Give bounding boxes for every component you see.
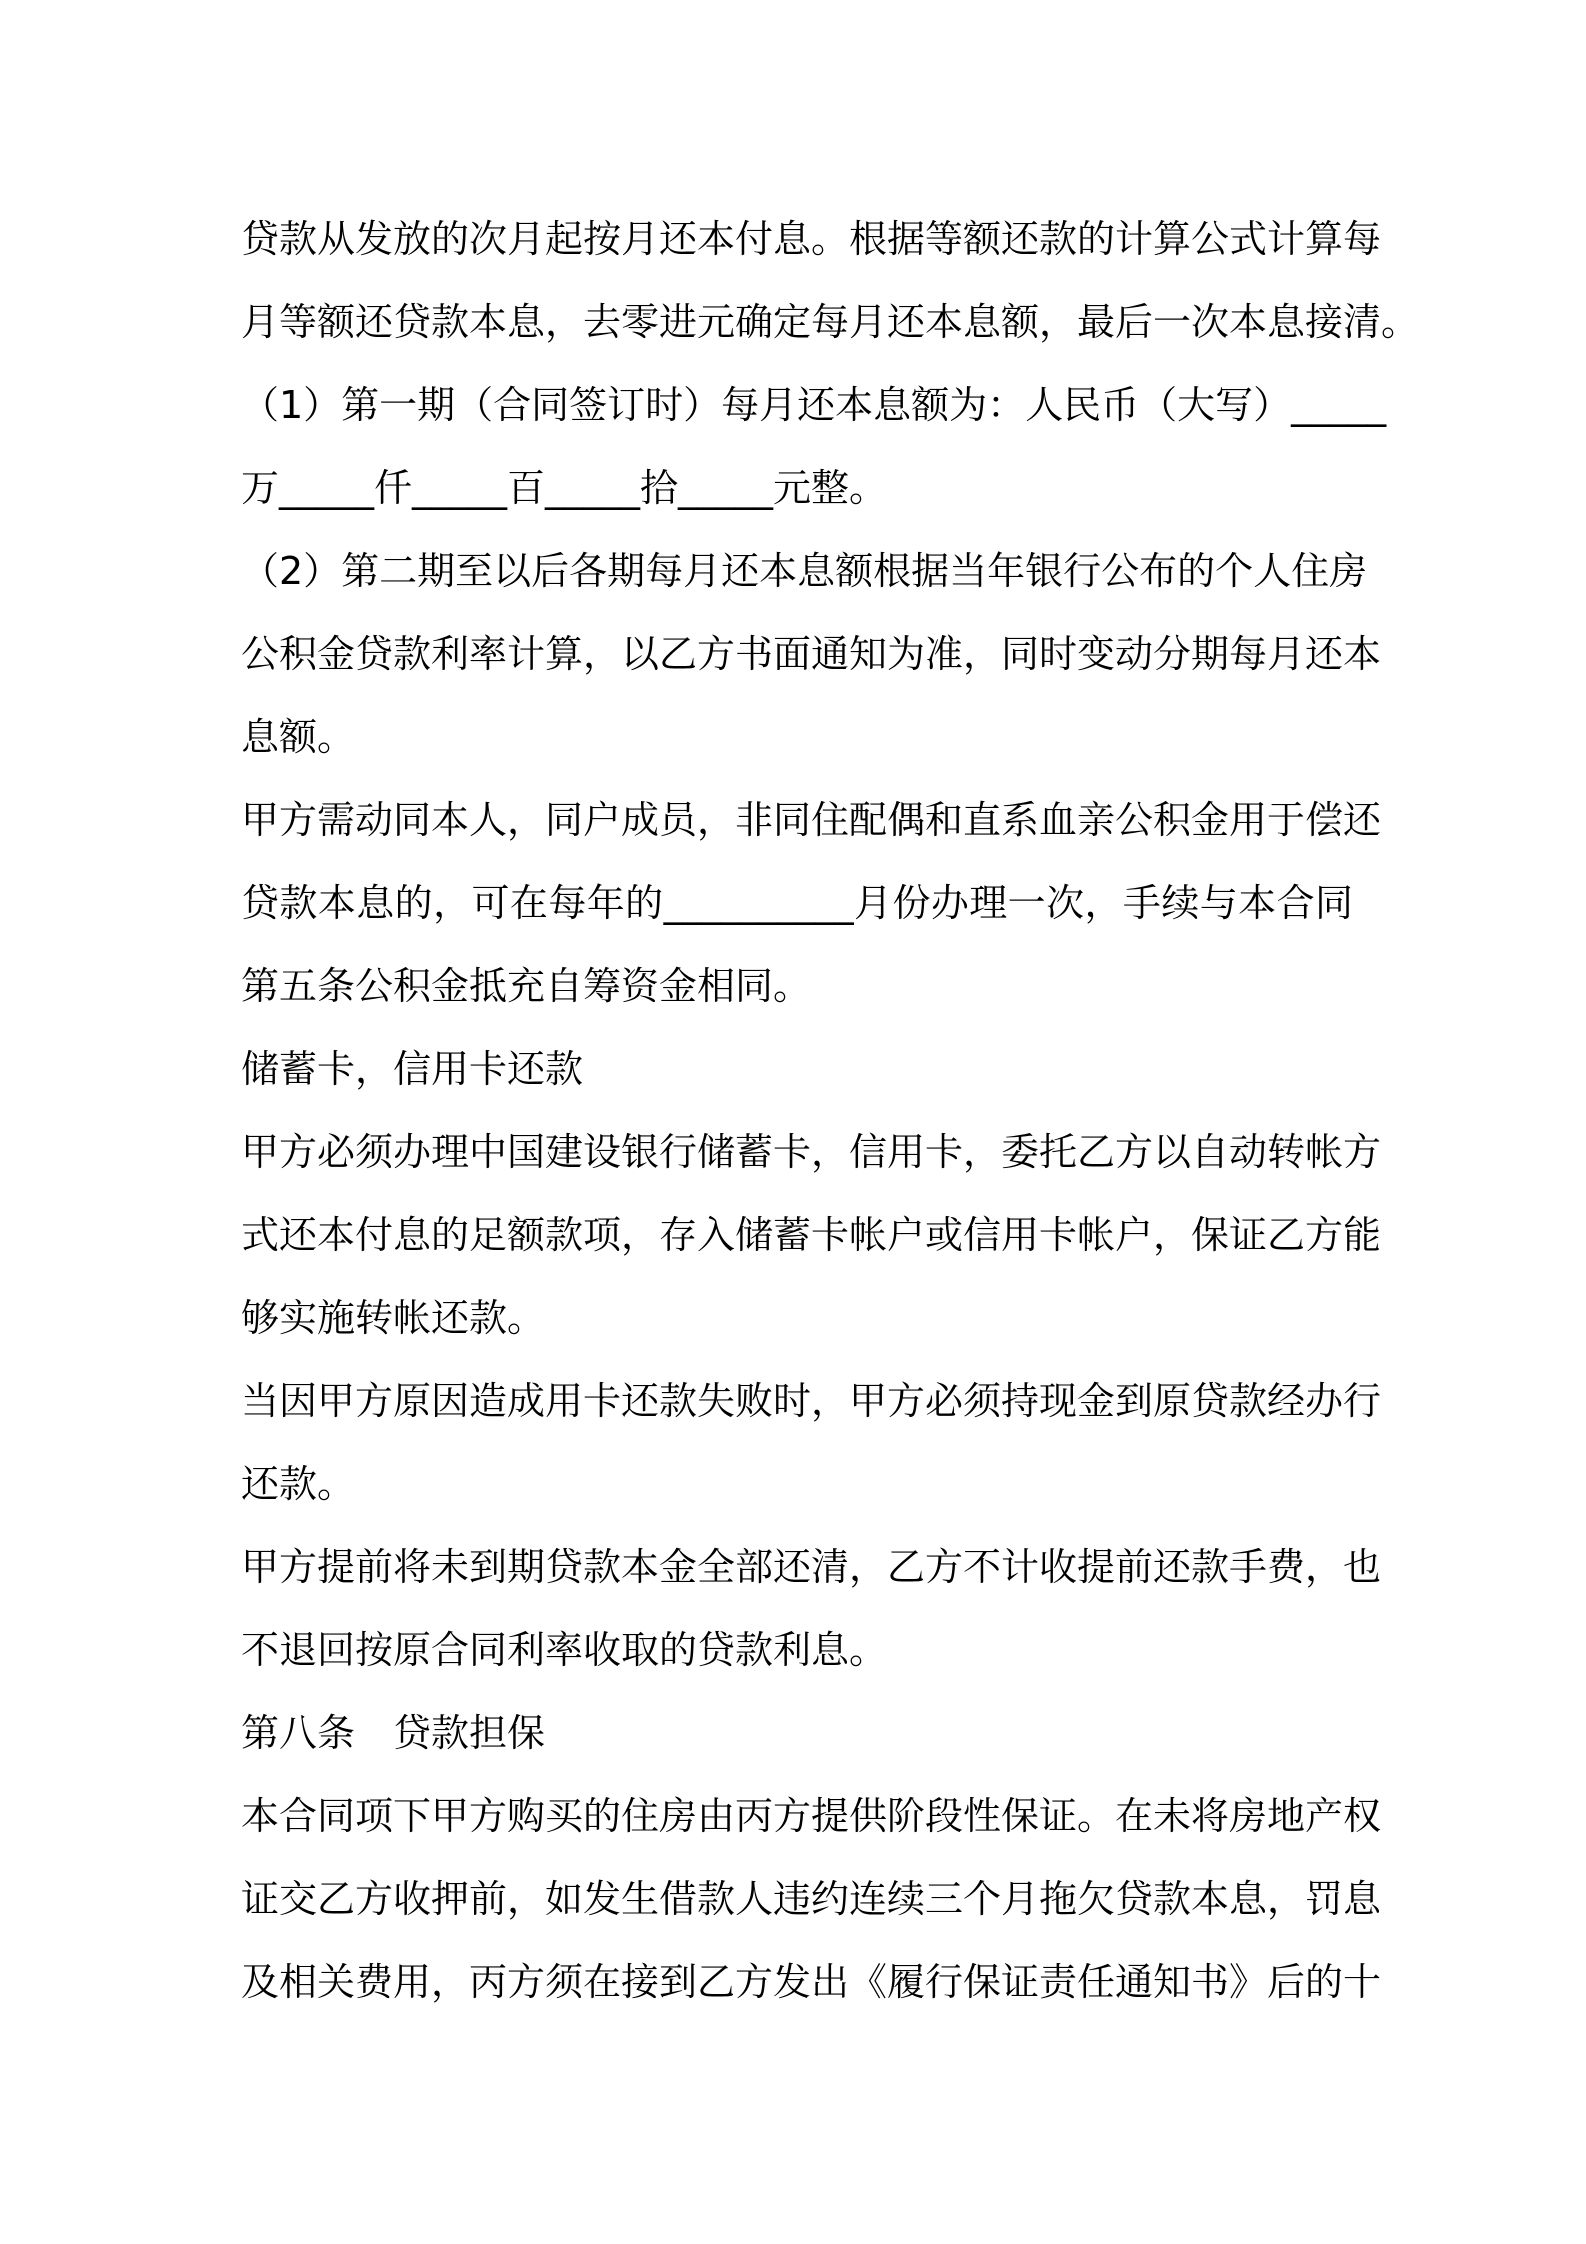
text-line: 息额。	[241, 715, 356, 759]
text-line: 及相关费用，丙方须在接到乙方发出《履行保证责任通知书》后的十	[241, 1960, 1382, 2004]
document-body	[241, 198, 1420, 2024]
text-line: 月等额还贷款本息，去零进元确定每月还本息额，最后一次本息接清。	[241, 300, 1420, 344]
text-line: 不退回按原合同利率收取的贷款利息。	[241, 1628, 888, 1672]
text-line: （2）第二期至以后各期每月还本息额根据当年银行公布的个人住房	[241, 549, 1368, 593]
text-line: 够实施转帐还款。	[241, 1296, 546, 1340]
text-line: 本合同项下甲方购买的住房由丙方提供阶段性保证。在未将房地产权	[241, 1794, 1382, 1838]
text-line: 证交乙方收押前，如发生借款人违约连续三个月拖欠贷款本息，罚息	[241, 1877, 1382, 1921]
text-line: 还款。	[241, 1462, 356, 1506]
text-line: 甲方需动同本人，同户成员，非同住配偶和直系血亲公积金用于偿还	[241, 798, 1382, 842]
text-line: 式还本付息的足额款项，存入储蓄卡帐户或信用卡帐户，保证乙方能	[241, 1213, 1382, 1257]
text-line: 万_____仟_____百_____拾_____元整。	[241, 466, 888, 510]
section-heading: 储蓄卡，信用卡还款	[241, 1047, 584, 1091]
text-line: （1）第一期（合同签订时）每月还本息额为：人民币（大写）_____	[241, 383, 1387, 427]
text-line: 公积金贷款利率计算，以乙方书面通知为准，同时变动分期每月还本	[241, 632, 1382, 676]
text-line: 贷款从发放的次月起按月还本付息。根据等额还款的计算公式计算每	[241, 217, 1382, 261]
text-line: 甲方提前将未到期贷款本金全部还清，乙方不计收提前还款手费，也	[241, 1545, 1382, 1589]
text-line: 第五条公积金抵充自筹资金相同。	[241, 964, 812, 1008]
text-line: 当因甲方原因造成用卡还款失败时，甲方必须持现金到原贷款经办行	[241, 1379, 1382, 1423]
text-line: 贷款本息的，可在每年的__________月份办理一次，手续与本合同	[241, 881, 1353, 925]
text-line: 甲方必须办理中国建设银行储蓄卡，信用卡，委托乙方以自动转帐方	[241, 1130, 1382, 1174]
article-heading: 第八条 贷款担保	[241, 1711, 546, 1755]
